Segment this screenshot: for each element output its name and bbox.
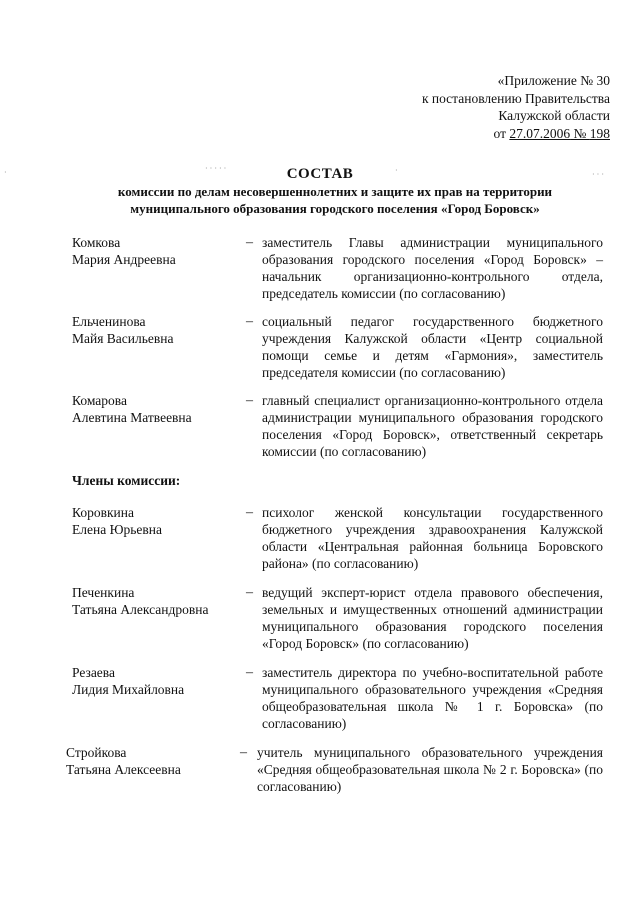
dash: – bbox=[246, 314, 253, 329]
appendix-line: к постановлению Правительства bbox=[421, 90, 610, 106]
surname: Стройкова bbox=[66, 745, 127, 760]
decree-number: 198 bbox=[589, 125, 610, 141]
given-name: Елена Юрьевна bbox=[72, 522, 162, 537]
given-name: Лидия Михайловна bbox=[72, 682, 185, 697]
person-name bbox=[72, 664, 242, 698]
dash: – bbox=[246, 505, 253, 520]
role-description: учитель муниципального образовательного учреждения «Средняя общеобразовательная школа № 2 г. Боровска» (по согласованию) bbox=[257, 745, 603, 794]
appendix-header bbox=[422, 72, 610, 142]
dash: – bbox=[246, 393, 253, 408]
date-prefix: от bbox=[493, 125, 510, 141]
dash: – bbox=[246, 585, 253, 600]
given-name: Татьяна Алексеевна bbox=[66, 762, 181, 777]
surname: Коровкина bbox=[72, 505, 134, 520]
person-name bbox=[66, 744, 236, 778]
person-name bbox=[72, 584, 242, 618]
role-description: психолог женской консультации государственного бюджетного учреждения здравоохранения Калужской области «Центральная районная больница Боровского района» (по согласованию) bbox=[262, 505, 603, 571]
dash: – bbox=[240, 745, 247, 760]
role-description: заместитель директора по учебно-воспитательной работе муниципального образовательного учреждения «Средняя общеобразовательная школа № 1 г. Боровска» (по согласованию) bbox=[262, 665, 603, 731]
scan-speck: · · · · · bbox=[205, 164, 227, 173]
scan-speck: · · · bbox=[592, 170, 604, 179]
person-name bbox=[72, 313, 242, 347]
document-subtitle: комиссии по делам несовершеннолетних и защите их прав на территории муниципального образования городского поселения «Город Боровск» bbox=[117, 184, 553, 216]
surname: Ельченинова bbox=[72, 314, 146, 329]
role-description: главный специалист организационно-контрольного отдела администрации муниципального образования городского поселения «Город Боровск», ответственный секретарь комиссии (по согласованию) bbox=[262, 393, 603, 459]
document-title: СОСТАВ bbox=[286, 166, 354, 182]
role-description: ведущий эксперт-юрист отдела правового обеспечения, земельных и имущественных отношений администрации муниципального образования городского поселения «Город Боровск» (по согласованию) bbox=[262, 585, 603, 651]
role-description: социальный педагог государственного бюджетного учреждения Калужской области «Центр социальной помощи семье и детям «Гармония», заместитель председателя комиссии (по согласованию) bbox=[262, 314, 603, 380]
person-name bbox=[72, 392, 242, 426]
given-name: Майя Васильевна bbox=[72, 331, 174, 346]
given-name: Мария Андреевна bbox=[72, 252, 176, 267]
role-description: заместитель Главы администрации муниципального образования городского поселения «Город Боровск» – начальник организационно-контрольного отдела, председатель комиссии (по согласованию) bbox=[262, 235, 603, 301]
given-name: Татьяна Александровна bbox=[72, 602, 209, 617]
surname: Печенкина bbox=[72, 585, 135, 600]
scan-speck: · bbox=[395, 166, 398, 175]
surname: Комкова bbox=[72, 235, 121, 250]
appendix-date-line bbox=[422, 125, 610, 143]
appendix-line: Калужской области bbox=[498, 108, 610, 123]
number-prefix: № bbox=[570, 125, 590, 141]
given-name: Алевтина Матвеевна bbox=[72, 410, 192, 425]
appendix-line: «Приложение № 30 bbox=[497, 73, 610, 88]
dash: – bbox=[246, 665, 253, 680]
dash: – bbox=[246, 235, 253, 250]
surname: Резаева bbox=[72, 665, 115, 680]
members-heading: Члены комиссии: bbox=[72, 473, 181, 488]
surname: Комарова bbox=[72, 393, 127, 408]
decree-date: 27.07.2006 bbox=[509, 125, 571, 141]
scan-speck: · bbox=[4, 168, 7, 177]
person-name bbox=[72, 234, 242, 268]
person-name bbox=[72, 504, 242, 538]
